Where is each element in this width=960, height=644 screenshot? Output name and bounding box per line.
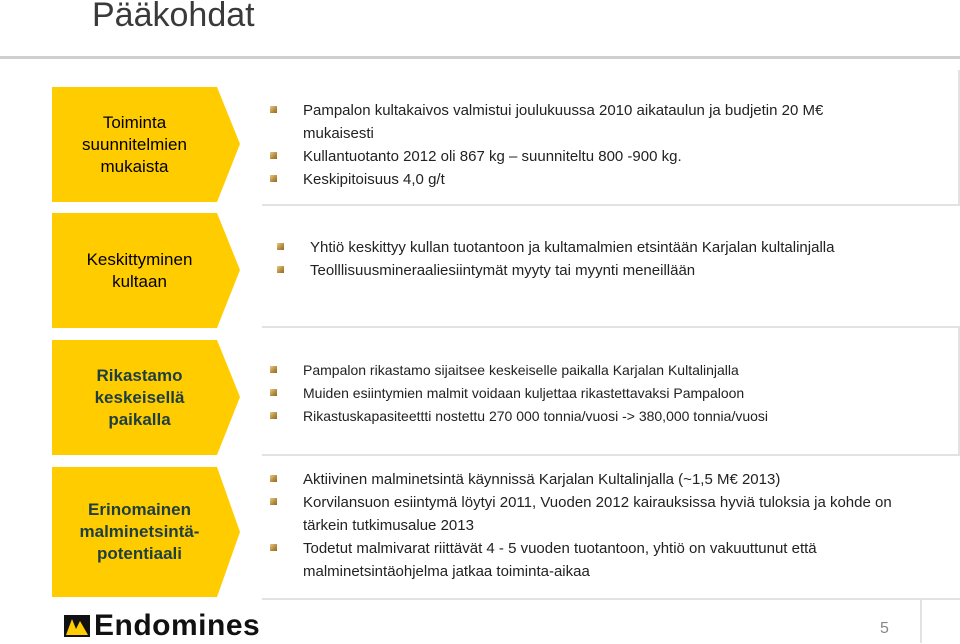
list-item: Aktiivinen malminetsintä käynnissä Karjalan Kultalinjalla (~1,5 M€ 2013)	[270, 468, 900, 491]
section-4-label-line-2: malminetsintä-	[79, 522, 200, 541]
bullet-icon	[270, 544, 277, 551]
section-2-bullets	[277, 236, 937, 282]
bullet-icon	[277, 243, 284, 250]
list-item: Kullantuotanto 2012 oli 867 kg – suunniteltu 800 -900 kg.	[270, 145, 870, 168]
list-item: Korvilansuon esiintymä löytyi 2011, Vuoden 2012 kairauksissa hyviä tuloksia ja kohde on tärkein tutkimusalue 2013	[270, 491, 900, 537]
section-3-label-line-1: Rikastamo	[96, 365, 183, 385]
list-item: Pampalon rikastamo sijaitsee keskeiselle paikalla Karjalan Kultalinjalla	[270, 359, 930, 382]
section-3-bullets	[270, 359, 930, 428]
section-4-label	[52, 467, 227, 597]
bullet-icon	[270, 412, 277, 419]
logo-text: Endomines	[94, 609, 261, 642]
bullet-icon	[270, 175, 277, 182]
list-item: Teolllisuusmineraaliesiintymät myyty tai myynti meneillään	[277, 259, 937, 282]
section-1-label-line-3: mukaista	[100, 156, 169, 176]
section-4-label-line-3: potentiaali	[96, 544, 182, 563]
bullet-icon	[270, 498, 277, 505]
bullet-icon	[270, 389, 277, 396]
section-4-bottom-divider	[262, 598, 960, 600]
section-2-label	[52, 213, 227, 328]
section-4-label-line-1: Erinomainen	[88, 500, 191, 519]
section-1-bottom-divider	[262, 204, 960, 206]
list-item: Rikastuskapasiteettti nostettu 270 000 tonnia/vuosi -> 380,000 tonnia/vuosi	[270, 405, 930, 428]
bullet-icon	[270, 106, 277, 113]
section-2-bottom-divider	[262, 326, 960, 328]
page-number: 5	[880, 620, 889, 637]
title-rule	[0, 56, 960, 59]
section-4-right-divider	[920, 598, 922, 643]
section-1-label-line-2: suunnitelmien	[82, 134, 187, 154]
section-3-label	[52, 340, 227, 455]
section-3-bottom-divider	[262, 454, 960, 456]
section-4-bullets	[270, 468, 900, 583]
section-2-label-line-2: kultaan	[112, 271, 167, 291]
bullet-icon	[270, 366, 277, 373]
section-3-label-line-3: paikalla	[108, 409, 171, 429]
list-item: Yhtiö keskittyy kullan tuotantoon ja kultamalmien etsintään Karjalan kultalinjalla	[277, 236, 937, 259]
company-logo	[64, 609, 261, 642]
endomines-logo-icon	[64, 613, 90, 639]
list-item: Todetut malmivarat riittävät 4 - 5 vuoden tuotantoon, yhtiö on vakuuttunut että malminetsintäohjelma jatkaa toiminta-aikaa	[270, 537, 900, 583]
section-3-label-line-2: keskeisellä	[94, 387, 185, 407]
list-item: Pampalon kultakaivos valmistui joulukuussa 2010 aikataulun ja budjetin 20 M€ mukaisesti	[270, 99, 870, 145]
list-item: Muiden esiintymien malmit voidaan kuljettaa rikastettavaksi Pampaloon	[270, 382, 930, 405]
section-1-label	[52, 87, 217, 202]
bullet-icon	[270, 152, 277, 159]
list-item: Keskipitoisuus 4,0 g/t	[270, 168, 870, 191]
section-1-label-line-1: Toiminta	[102, 112, 167, 132]
section-2-label-line-1: Keskittyminen	[86, 249, 193, 269]
page-title: Pääkohdat	[92, 0, 255, 34]
bullet-icon	[270, 475, 277, 482]
section-1-bullets	[270, 99, 870, 191]
bullet-icon	[277, 266, 284, 273]
